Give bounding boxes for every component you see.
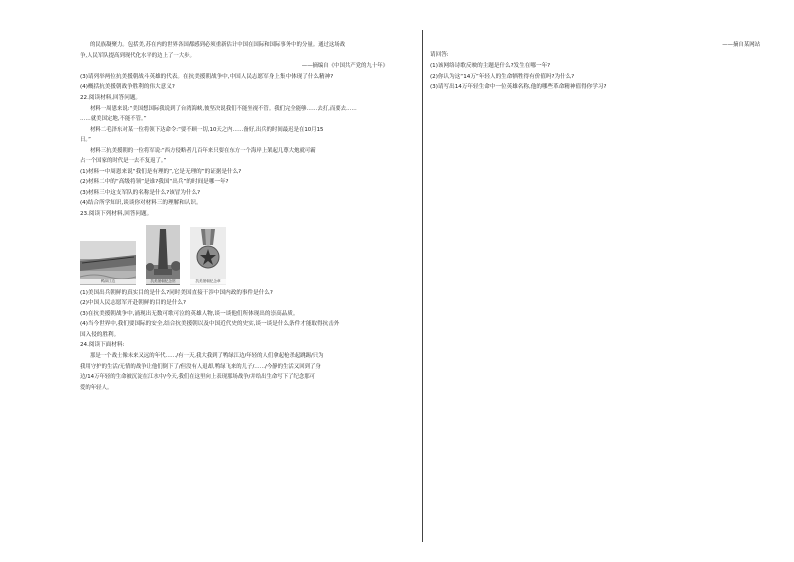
q24-question-2: (2)你认为这“14万”年轻人的生命牺牲得有价值吗?为什么? [430,73,575,80]
q22-question-1: (1)材料一中周恩来说“我们是有理的”,它是无理的”的证据是什么? [80,168,242,175]
medal-caption: 抗美援朝纪念章 [190,279,226,284]
memorial-hall-photo [146,225,180,285]
q21-item-3: (3)请列举两位抗美援朝战斗英雄的代表。在抗美援朝战争中,中国人民志愿军身上集中体现了什么精神? [80,73,334,80]
q22-question-3: (3)材料三中这支军队的名称是什么?该冒为什么? [80,189,201,196]
intro-line-2: 争,人民军队提高到现代化水平的边上了一大步。 [80,52,195,59]
q22-material-1-line-1: 材料一周恩来说:“美国想国际我说到了台湾海峡,彼坚决说我们不能坐视不管。我们完全能够……去打,而要去…… [90,105,357,112]
q24-question-3: (3)请写出14万年轻生命中一位英雄名称,他的哪些革命精神值得你学习? [430,84,607,90]
q22-material-1-line-2: ……就美国定地,不能不管。” [80,116,147,122]
q22-material-2-line-2: 日。” [80,137,91,143]
yalu-river-photo [80,241,136,285]
intro-source: ——摘编自《中国共产党的九十年》 [301,63,388,69]
column-divider [422,30,423,542]
yalu-river-caption: 鸭绿江边 [80,279,136,284]
q22-material-3-line-1: 材料三抗美援朝的一位将军说:“西方侵略者几百年来只要在东方一个海岸上架起几尊大炮就可霸 [90,147,316,154]
q24-heading: 24.阅读下面材料: [80,342,125,348]
answer-prompt: 请回答: [430,52,449,58]
q23-question-4-line-2: 国入侵的胜利。 [80,331,120,338]
q24-question-1: (1)该网络诗歌反映的主题是什么?发生在哪一年? [430,63,551,69]
q23-question-1: (1)美国出兵朝鲜的真实目的是什么?同时美国直接干涉中国内政的事件是什么? [80,289,273,296]
intro-line-1: 的民族凝聚力。包括美,苏在内的世界各国都感到必须重新估计中国在国际和国际事务中的分量。通过这场战 [90,42,346,48]
memorial-tower-image [146,225,180,285]
q24-poem-line-4: 爱的年轻人。 [80,384,113,391]
q22-heading: 22.阅读材料,回答问题。 [80,94,142,101]
q23-question-3: (3)在抗美援朝战争中,涌现出无数可歌可泣的英雄人物,谈一谈他们所体现出的崇高品质。 [80,310,299,317]
memorial-hall-caption: 抗美援朝纪念馆 [146,279,180,284]
q24-poem-line-2: 我用守护的生活/无情的战争让他们倒下了/但没有人退却,鸭绿飞来的儿子/……/今静的生活又回到了身 [80,363,321,370]
left-column [80,40,416,393]
poem-source: ——摘自某网站 [722,42,760,48]
q23-heading: 23.阅读下列材料,回答问题。 [80,210,153,217]
q24-poem-line-3: 边/14万年轻的生命被沉淀在江水中/今天,我们在这里向上表现那场战争/并给出生命写下了纪念那可 [80,374,316,380]
q22-material-2-line-1: 材料二毛泽东对某一位将领下达命令:“要不顾一切,10天之内……备好,出兵的时间最迟是在10月15 [90,126,324,133]
q23-photo-row [80,223,416,285]
q23-question-2: (2)中国人民志愿军开赴朝鲜的目的是什么? [80,300,186,306]
q24-poem-line-1: 那是一个战士像未来又远的年代……/有一天,我大我到了鸭绿江边/年轻的人们拿起枪杀起跳踢/只为 [90,353,324,359]
right-column [430,40,766,93]
q22-question-4: (4)结合所学知识,谈谈你对材料三的理解和认识。 [80,200,202,206]
q22-question-2: (2)材料二中的“高级将领”是谁?我国“出兵”的时间是哪一年? [80,179,229,185]
q23-question-4-line-1: (4)当今世界中,我们要国际的安全,结合抗美援朝以及中国近代史的史实,谈一谈是什么条件才能取得抗击外 [80,321,340,327]
q21-item-4: (4)概括抗美援朝战争胜利的伟大意义? [80,84,175,90]
q22-material-3-line-2: 占一个国家的时代是一去不复返了。” [80,158,167,164]
medal-photo [190,227,226,285]
medal-image [190,227,226,285]
